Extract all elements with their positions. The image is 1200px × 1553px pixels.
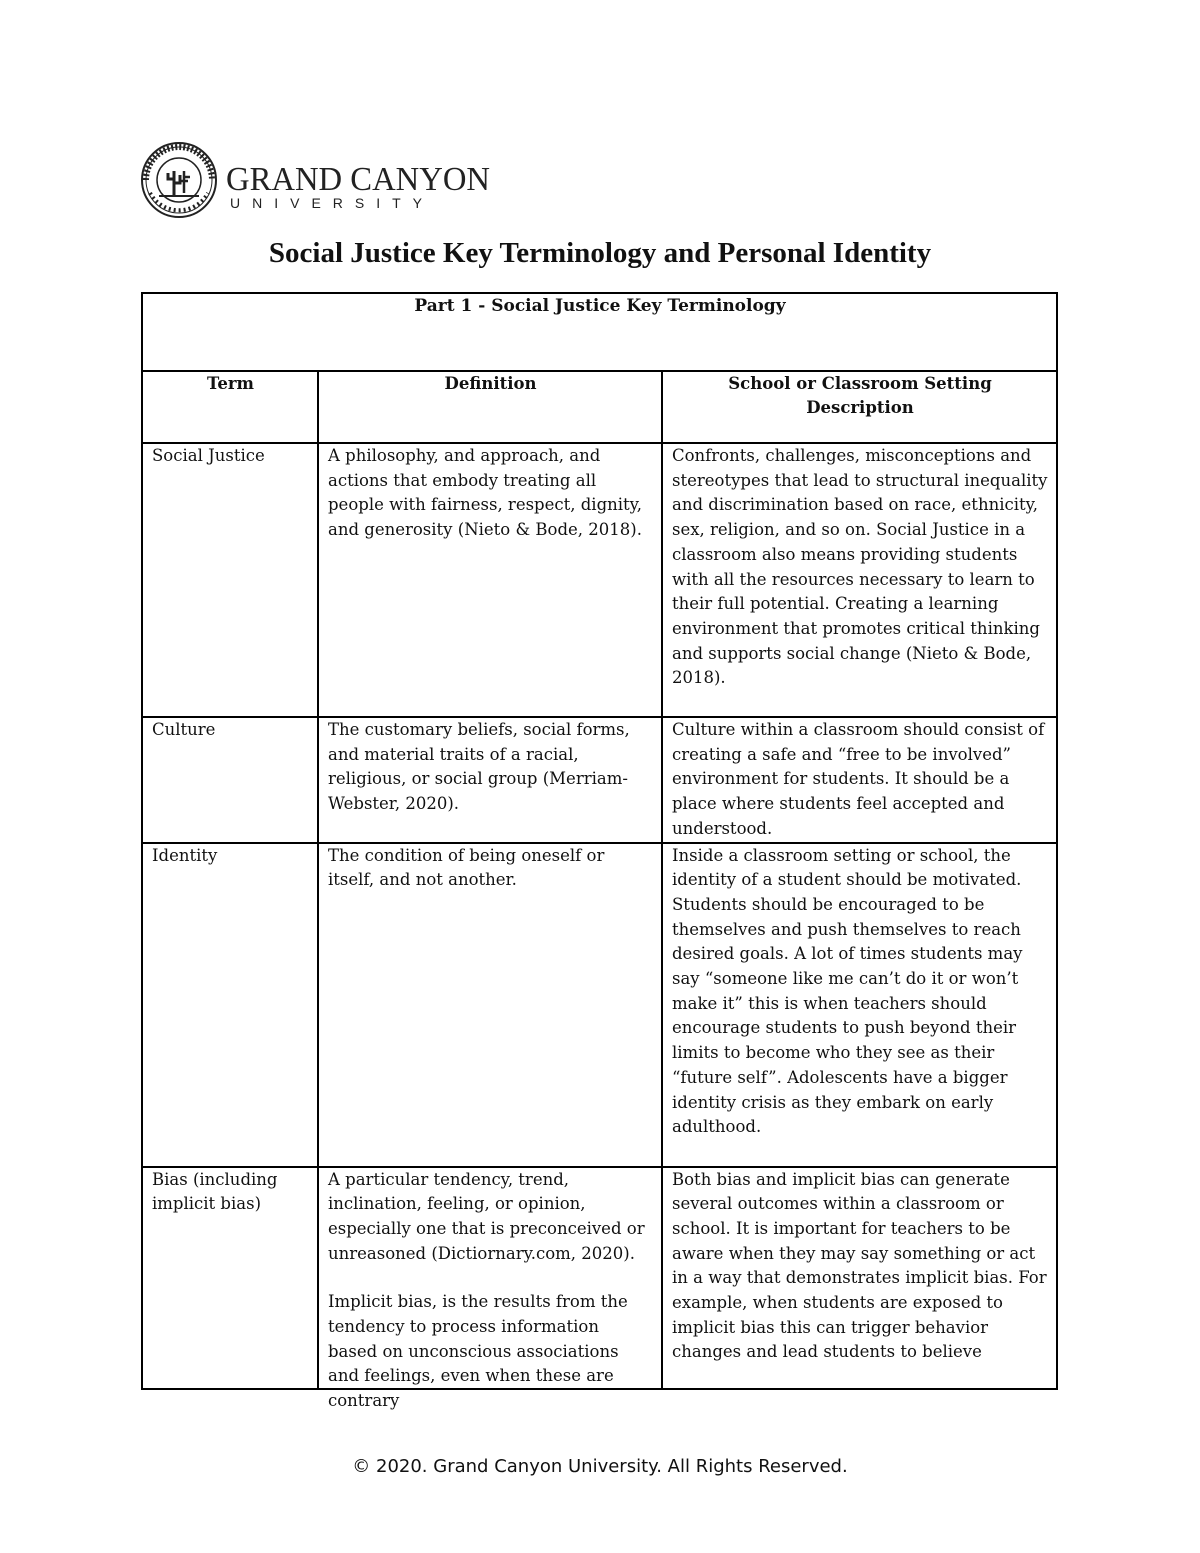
setting-cell: Culture within a classroom should consist of creating a safe and “free to be involved” environment for students. It should be a place where students feel accepted and understood. [662, 717, 1057, 843]
term-cell: Social Justice [142, 443, 318, 717]
university-logo [140, 141, 500, 221]
setting-clip: Both bias and implicit bias can generate several outcomes within a classroom or school. It is important for teachers to be aware when they may say something or act in a way that demonstrates implicit bias. For example, when students are exposed to implicit bias this can trigger behavior changes and lead students to believe [672, 1169, 1047, 1362]
page-title: Social Justice Key Terminology and Personal Identity [268, 237, 932, 269]
university-seal-icon [140, 141, 218, 219]
part-heading: Part 1 - Social Justice Key Terminology [142, 293, 1057, 371]
definition-paragraph-1: A particular tendency, trend, inclination, feeling, or opinion, especially one that is preconceived or unreasoned (Dictiornary.com, 2020). [328, 1169, 645, 1263]
column-header-term: Term [142, 371, 318, 443]
table-row [142, 717, 1057, 843]
definition-cell: The condition of being oneself or itself, and not another. [318, 843, 662, 1167]
setting-cell [662, 1167, 1057, 1389]
wordmark-sub: UNIVERSITY [230, 195, 435, 211]
setting-cell: Inside a classroom setting or school, the identity of a student should be motivated. Students should be encouraged to be themselves and push themselves to reach desired goals. A lot of times students may say “someone like me can’t do it or won’t make it” this is when teachers should encourage students to push beyond their limits to become who they see as their “future self”. Adolescents have a bigger identity crisis as they embark on early adulthood. [662, 843, 1057, 1167]
terminology-table [141, 292, 1058, 1411]
table-row [142, 1167, 1057, 1389]
term-cell: Identity [142, 843, 318, 1167]
part-heading-row [142, 293, 1057, 371]
term-cell: Culture [142, 717, 318, 843]
copyright-footer: © 2020. Grand Canyon University. All Rights Reserved. [352, 1456, 848, 1477]
setting-cell: Confronts, challenges, misconceptions and stereotypes that lead to structural inequality and discrimination based on race, ethnicity, sex, religion, and so on. Social Justice in a classroom also means providing students with all the resources necessary to learn to their full potential. Creating a learning environment that promotes critical thinking and supports social change (Nieto & Bode, 2018). [662, 443, 1057, 717]
column-header-setting: School or Classroom Setting Description [662, 371, 1057, 443]
definition-cell: The customary beliefs, social forms, and material traits of a racial, religious, or social group (Merriam-Webster, 2020). [318, 717, 662, 843]
definition-cell [318, 1167, 662, 1411]
wordmark-main: GRAND CANYON [226, 161, 490, 198]
paragraph-gap [328, 1266, 653, 1290]
term-cell: Bias (including implicit bias) [142, 1167, 318, 1389]
definition-cell: A philosophy, and approach, and actions that embody treating all people with fairness, respect, dignity, and generosity (Nieto & Bode, 2018). [318, 443, 662, 717]
definition-paragraph-2: Implicit bias, is the results from the tendency to process information based on unconscious associations and feelings, even when these are contrary [328, 1292, 628, 1411]
definition-clip [328, 1168, 653, 1411]
university-wordmark [226, 163, 496, 211]
column-header-definition: Definition [318, 371, 662, 443]
table-row [142, 443, 1057, 717]
table-row [142, 843, 1057, 1167]
table-header-row [142, 371, 1057, 443]
